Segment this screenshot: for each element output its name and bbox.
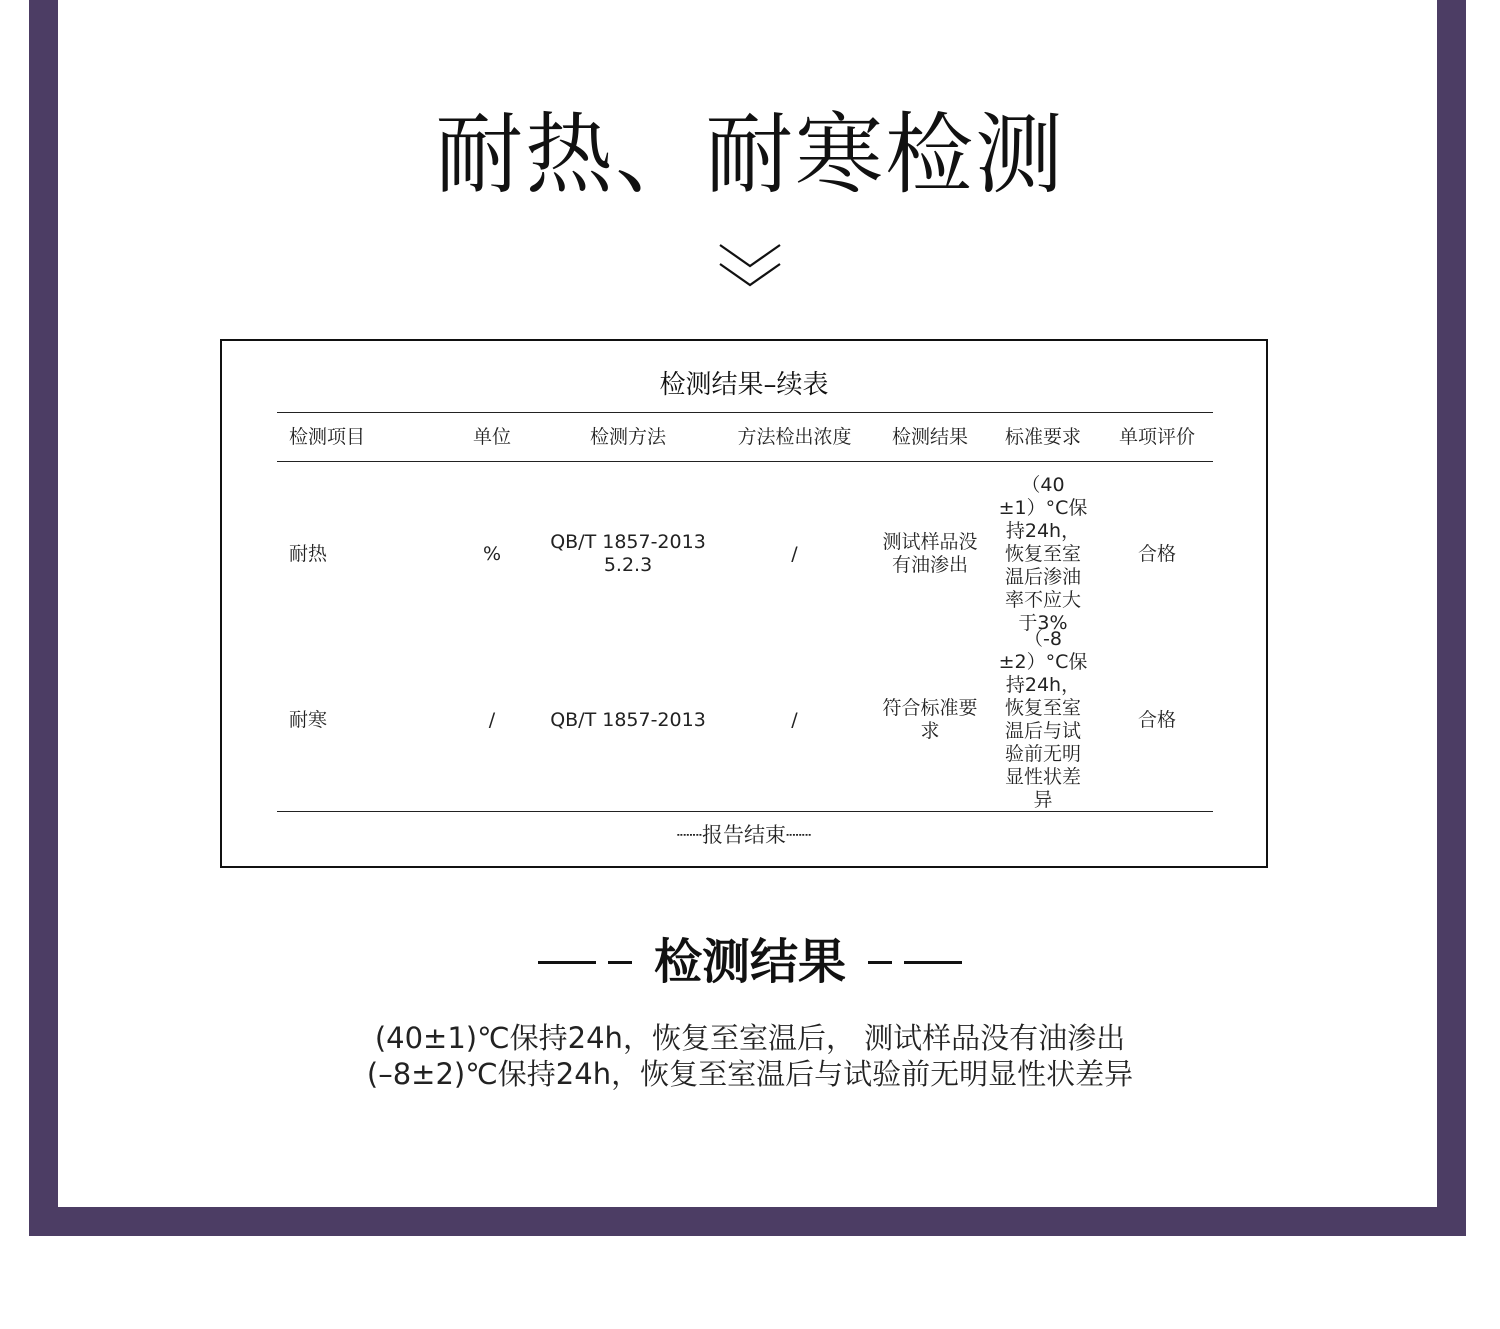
row-cold-evaluation: 合格 [1137, 708, 1176, 731]
table-top-rule [277, 412, 1213, 413]
column-header-unit: 单位 [472, 425, 511, 448]
row-heat-evaluation: 合格 [1137, 542, 1176, 565]
heading-dash-long-left [538, 961, 596, 964]
row-heat-detection-limit: / [791, 542, 798, 565]
row-heat-unit: % [482, 542, 502, 565]
page-title: 耐热、耐寒检测 [434, 103, 1065, 206]
row-cold-detection-limit: / [791, 708, 798, 731]
column-header-detection-limit: 方法检出浓度 [737, 425, 852, 448]
report-title: 检测结果–续表 [659, 370, 829, 400]
row-heat-result: 测试样品没有油渗出 [882, 531, 978, 576]
row-cold-method: QB/T 1857-2013 [550, 708, 706, 731]
heading-dash-long-right [904, 961, 962, 964]
column-header-item: 检测项目 [289, 425, 366, 448]
row-heat-method: QB/T 1857-2013 5.2.3 [550, 531, 706, 576]
column-header-result: 检测结果 [891, 425, 968, 448]
column-header-standard: 标准要求 [1004, 425, 1081, 448]
row-cold-standard: （-8±2）°C保持24h，恢复至室温后与试验前无明显性状差异 [998, 628, 1088, 811]
result-heading [0, 932, 1500, 992]
row-cold-item: 耐寒 [289, 708, 328, 731]
report-end-note: ┈┈报告结束┈┈ [676, 823, 812, 847]
row-cold-result: 符合标准要求 [882, 697, 978, 742]
row-cold-unit: / [488, 708, 496, 731]
result-line-heat: (40±1)℃保持24h，恢复至室温后， 测试样品没有油渗出 [374, 1021, 1126, 1055]
column-header-evaluation: 单项评价 [1118, 425, 1195, 448]
report-table-card [220, 339, 1268, 868]
column-header-method: 检测方法 [589, 425, 666, 448]
double-chevron-down-icon [719, 244, 781, 288]
row-heat-standard: （40±1）°C保持24h，恢复至室温后渗油率不应大于3% [998, 473, 1088, 634]
result-title: 检测结果 [653, 934, 846, 990]
heading-dash-short-left [608, 961, 632, 964]
heading-dash-short-right [868, 961, 892, 964]
table-header-rule [277, 461, 1213, 462]
result-line-cold: (–8±2)℃保持24h，恢复至室温后与试验前无明显性状差异 [366, 1057, 1134, 1091]
row-heat-item: 耐热 [289, 542, 328, 565]
